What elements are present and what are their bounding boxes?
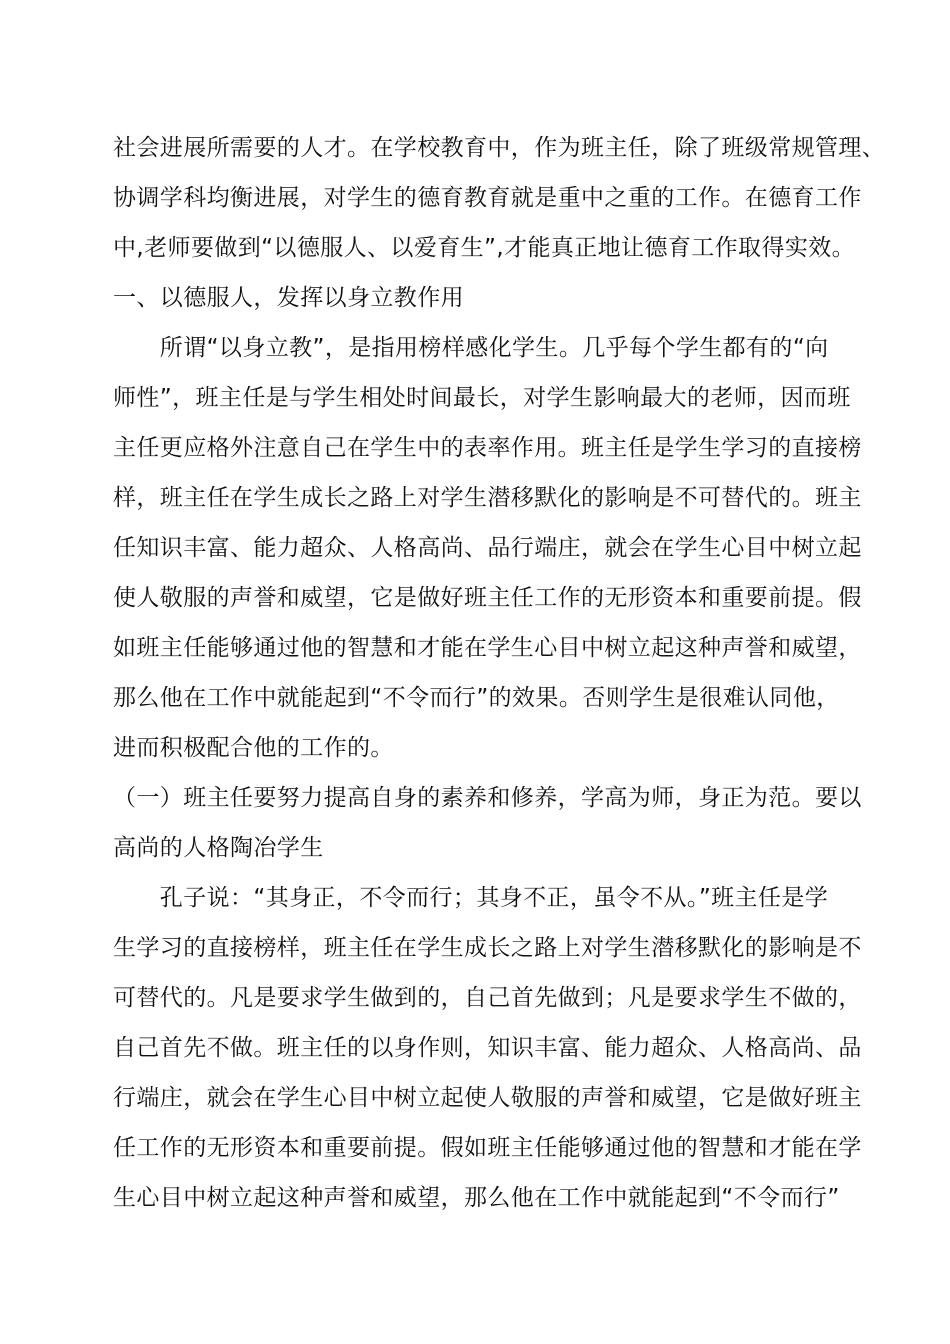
section-heading: 一、以德服人，发挥以身立教作用	[113, 285, 464, 311]
text-line: 任知识丰富、能力超众、人格高尚、品行端庄，就会在学生心目中树立起	[113, 535, 862, 561]
text-line: 样，班主任在学生成长之路上对学生潜移默化的影响是不可替代的。班主	[113, 485, 862, 511]
text-line: 师性”，班主任是与学生相处时间最长，对学生影响最大的老师，因而班	[113, 385, 851, 411]
text-line: 生学习的直接榜样，班主任在学生成长之路上对学生潜移默化的影响是不	[113, 935, 862, 961]
text-line: 那么他在工作中就能起到“不令而行”的效果。否则学生是很难认同他，	[113, 685, 840, 711]
text-line: 自己首先不做。班主任的以身作则，知识丰富、能力超众、人格高尚、品	[113, 1035, 862, 1061]
subsection-heading-continued: 高尚的人格陶冶学生	[113, 835, 324, 861]
subsection-heading: （一）班主任要努力提高自身的素养和修养，学高为师，身正为范。要以	[113, 785, 862, 811]
text-line: 进而积极配合他的工作的。	[113, 735, 394, 761]
text-line: 中,老师要做到“以德服人、以爱育生”,才能真正地让德育工作取得实效。	[113, 235, 856, 261]
text-line: 任工作的无形资本和重要前提。假如班主任能够通过他的智慧和才能在学	[113, 1135, 862, 1161]
text-line: 生心目中树立起这种声誉和威望，那么他在工作中就能起到“不令而行”	[113, 1185, 840, 1211]
text-line: 可替代的。凡是要求学生做到的，自己首先做到；凡是要求学生不做的，	[113, 985, 862, 1011]
text-line: 社会进展所需要的人才。在学校教育中，作为班主任，除了班级常规管理、	[113, 135, 886, 161]
text-line: 主任更应格外注意自己在学生中的表率作用。班主任是学生学习的直接榜	[113, 435, 862, 461]
text-line: 如班主任能够通过他的智慧和才能在学生心目中树立起这种声誉和威望，	[113, 635, 862, 661]
text-line: 行端庄，就会在学生心目中树立起使人敬服的声誉和威望，它是做好班主	[113, 1085, 862, 1111]
text-line: 使人敬服的声誉和威望，它是做好班主任工作的无形资本和重要前提。假	[113, 585, 862, 611]
text-line: 所谓“以身立教”，是指用榜样感化学生。几乎每个学生都有的“向	[113, 335, 829, 361]
text-line: 协调学科均衡进展，对学生的德育教育就是重中之重的工作。在德育工作	[113, 185, 862, 211]
text-line: 孔子说：“其身正，不令而行；其身不正，虽令不从。”班主任是学	[113, 885, 829, 911]
